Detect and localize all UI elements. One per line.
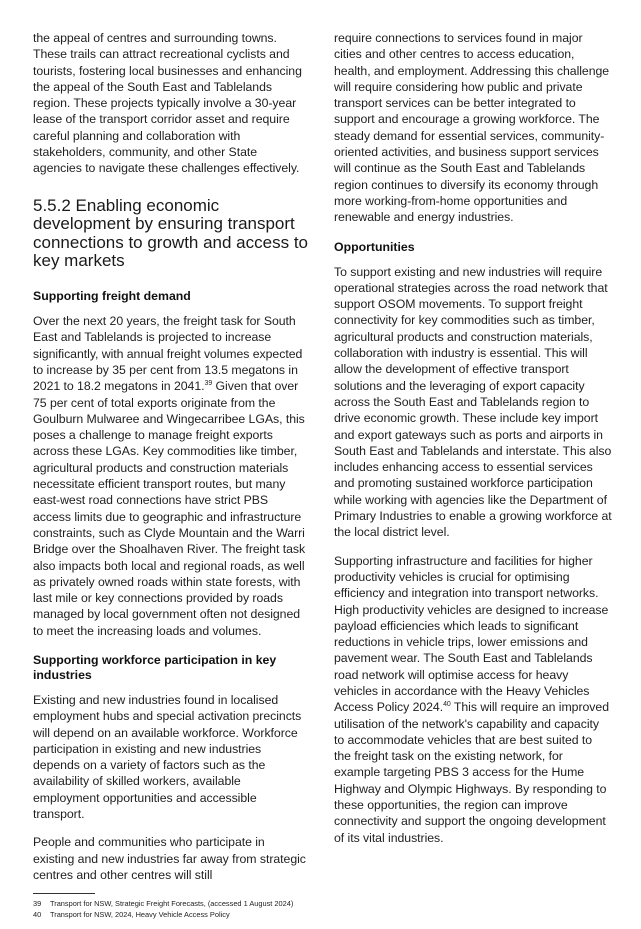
infrastructure-paragraph — [334, 553, 612, 846]
footnotes — [33, 898, 613, 920]
footnote-number: 39 — [33, 899, 42, 908]
footnote-number: 40 — [33, 910, 42, 919]
right-column — [334, 30, 612, 858]
infrastructure-paragraph-text-2: This will require an improved utilisation of the network's capability and capacity to accommodate vehicles that are best suited to the freight task on the existing network, for example targeting PBS 3 access for the Hume Highway and Olympic Highways. By responding to these opportunities, the region can improve connectivity and support the ongoing development of its vital industries. — [334, 700, 609, 845]
footnote-39 — [33, 898, 613, 909]
freight-paragraph-text-2: Given that over 75 per cent of total exports originate from the Goulburn Mulwaree and Wingecarribee LGAs, this poses a challenge to manage freight exports across these LGAs. Key commodities like timber, agricultural products and construction materials necessitate efficient transport routes, but many east-west road connections have strict PBS access limits due to geographic and infrastructure constraints, such as Clyde Mountain and the Warri Bridge over the Shoalhaven River. The freight task also impacts both local and regional roads, as well as privately owned roads within state forests, with last mile or key connections provided by roads managed by local government often not designed to meet the increasing loads and volumes. — [33, 379, 306, 638]
freight-paragraph — [33, 313, 309, 639]
workforce-heading: Supporting workforce participation in key industries — [33, 652, 277, 682]
opportunities-heading: Opportunities — [334, 239, 415, 254]
freight-heading: Supporting freight demand — [33, 289, 191, 304]
infrastructure-paragraph-text-1: Supporting infrastructure and facilities for higher productivity vehicles is crucial for optimising efficiency and integration into transport networks. High productivity vehicles are designed to increase payload efficiencies which leads to significant reductions in vehicle trips, lower emissions and pavement wear. The South East and Tablelands road network will optimise access for heavy vehicles in accordance with the Heavy Vehicles Access Policy 2024. — [334, 553, 609, 715]
footnote-ref-40[interactable]: 40 — [443, 701, 451, 709]
footnote-text: Transport for NSW, Strategic Freight Forecasts, (accessed 1 August 2024) — [50, 899, 294, 908]
footnote-ref-39[interactable]: 39 — [204, 380, 213, 388]
section-heading: 5.5.2 Enabling economic development by ensuring transport connections to growth and access to key markets — [33, 195, 308, 271]
footnote-divider — [33, 893, 95, 894]
opportunities-paragraph: To support existing and new industries will require operational strategies across the road network that support OSOM movements. To support freight connectivity for key commodities such as timber, agricultural products and construction materials, collaboration with industry is essential. This will allow the development of effective transport solutions and the leveraging of export capacity across the South East and Tablelands region to drive economic growth. These include key import and export gateways such as ports and airports in South East and Tablelands and interstate. This also includes enhancing access to essential services and promoting sustained workforce participation while working with agencies like the Department of Primary Industries to enable a growing workforce at the local district level. — [334, 264, 612, 540]
intro-paragraph: the appeal of centres and surrounding towns. These trails can attract recreational cyclists and tourists, fostering local businesses and enhancing the appeal of the South East and Tablelands region. These projects typically involve a 30-year lease of the transport corridor asset and require careful planning and collaboration with stakeholders, community, and other State agencies to navigate these challenges effectively. — [33, 31, 302, 176]
left-column — [33, 30, 309, 895]
continued-paragraph: require connections to services found in major cities and other centres to access education, health, and employment. Addressing this challenge will require considering how public and private transport services can be better integrated to support and encourage a growing workforce. The steady demand for essential services, community-oriented activities, and business support services will continue as the South East and Tablelands region continues to diversify its economy through more working-from-home opportunities and renewable and energy industries. — [334, 31, 610, 225]
footnote-40 — [33, 909, 613, 920]
people-paragraph: People and communities who participate in existing and new industries far away from strategic centres and other centres will still — [33, 835, 306, 882]
footnote-text: Transport for NSW, 2024, Heavy Vehicle Access Policy — [50, 910, 230, 919]
freight-paragraph-text-1: Over the next 20 years, the freight task for South East and Tablelands is projected to increase significantly, with annual freight volumes expected to increase by 35 per cent from 13.5 megatons in 2021 to 18.2 megatons in 2041. — [33, 314, 303, 394]
workforce-paragraph: Existing and new industries found in localised employment hubs and special activation precincts will depend on an available workforce. Workforce participation in existing and new industries depends on a variety of factors such as the availability of skilled workers, available employment opportunities and accessible transport. — [33, 692, 302, 822]
